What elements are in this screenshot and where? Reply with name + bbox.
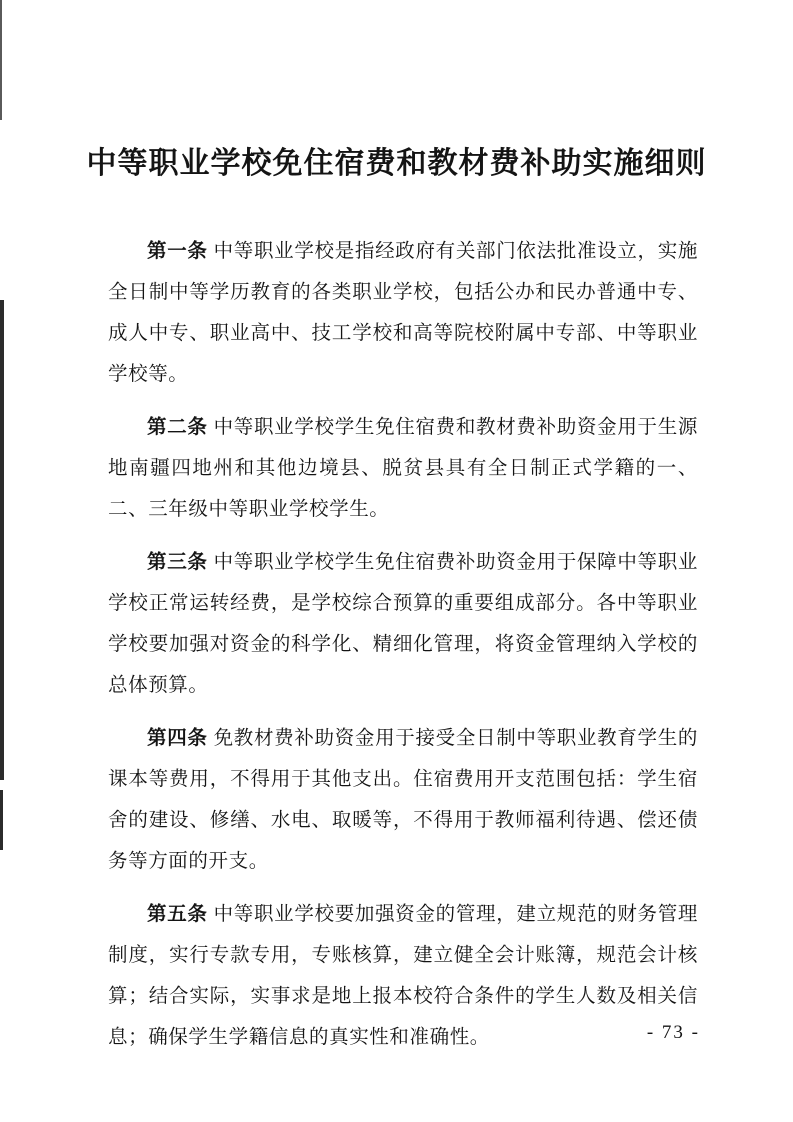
article-3 [108, 541, 698, 705]
article-5-text: 中等职业学校要加强资金的管理，建立规范的财务管理制度，实行专款专用，专账核算，建立健全会计账簿，规范会计核算；结合实际，实事求是地上报本校符合条件的学生人数及相关信息；确保学生学籍信息的真实性和准确性。 [108, 902, 698, 1048]
document-body [108, 230, 698, 1069]
article-1-text: 中等职业学校是指经政府有关部门依法批准设立，实施全日制中等学历教育的各类职业学校，包括公办和民办普通中专、成人中专、职业高中、技工学校和高等院校附属中专部、中等职业学校等。 [108, 239, 698, 385]
article-4 [108, 717, 698, 881]
article-3-label: 第三条 [147, 550, 208, 573]
article-2 [108, 406, 698, 529]
article-4-label: 第四条 [147, 726, 208, 749]
document-title: 中等职业学校免住宿费和教材费补助实施细则 [86, 146, 707, 181]
article-1-label: 第一条 [147, 239, 208, 262]
scan-edge-top [0, 0, 2, 120]
article-3-text: 中等职业学校学生免住宿费补助资金用于保障中等职业学校正常运转经费，是学校综合预算的重要组成部分。各中等职业学校要加强对资金的科学化、精细化管理，将资金管理纳入学校的总体预算。 [108, 550, 698, 696]
page-number: - 73 - [646, 1022, 700, 1043]
article-2-label: 第二条 [147, 415, 208, 438]
article-4-text: 免教材费补助资金用于接受全日制中等职业教育学生的课本等费用，不得用于其他支出。住宿费用开支范围包括：学生宿舍的建设、修缮、水电、取暖等，不得用于教师福利待遇、偿还债务等方面的开支。 [108, 726, 698, 872]
scan-edge-lower [0, 790, 3, 850]
scan-edge-middle [0, 300, 4, 780]
article-1 [108, 230, 698, 394]
article-5-label: 第五条 [147, 902, 208, 925]
article-2-text: 中等职业学校学生免住宿费和教材费补助资金用于生源地南疆四地州和其他边境县、脱贫县具有全日制正式学籍的一、二、三年级中等职业学校学生。 [108, 415, 698, 520]
